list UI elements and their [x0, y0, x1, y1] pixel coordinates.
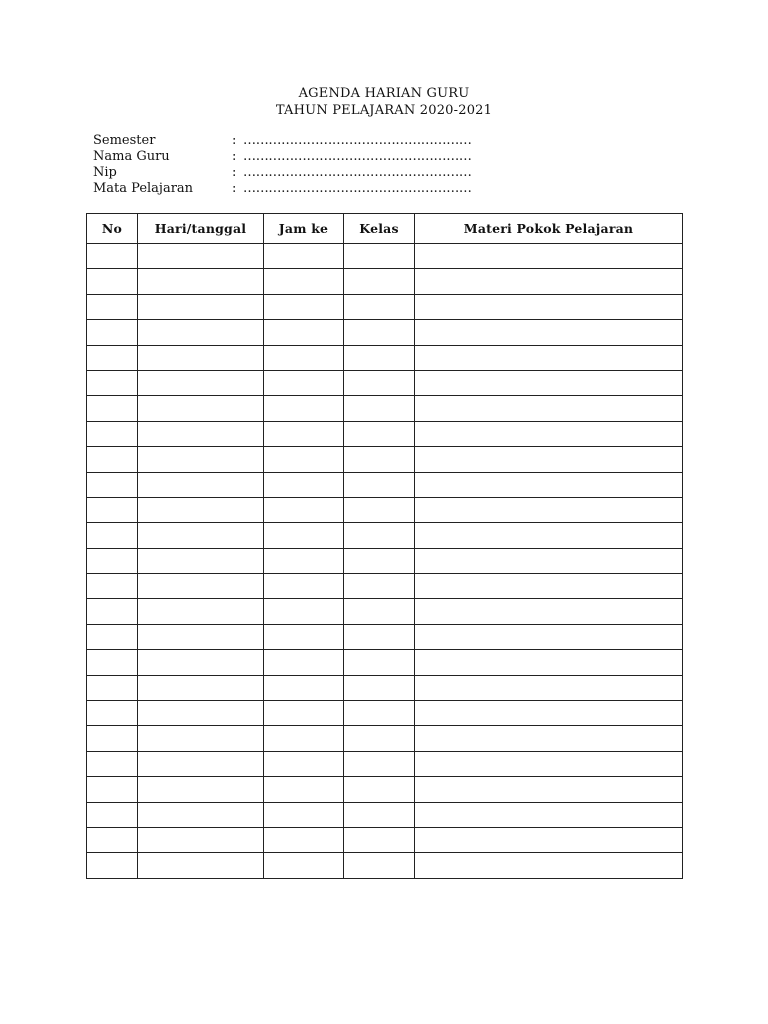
cell-no[interactable]: [87, 599, 138, 624]
cell-hari-tanggal[interactable]: [138, 701, 264, 726]
cell-hari-tanggal[interactable]: [138, 345, 264, 370]
table-row: [87, 624, 683, 649]
cell-no[interactable]: [87, 497, 138, 522]
table-row: [87, 294, 683, 319]
cell-jam-ke[interactable]: [264, 320, 344, 345]
table-row: [87, 751, 683, 776]
cell-hari-tanggal[interactable]: [138, 294, 264, 319]
cell-no[interactable]: [87, 421, 138, 446]
cell-kelas[interactable]: [344, 853, 415, 878]
table-row: [87, 701, 683, 726]
cell-kelas[interactable]: [344, 472, 415, 497]
info-label: Nip: [93, 165, 117, 180]
cell-no[interactable]: [87, 472, 138, 497]
document-title: AGENDA HARIAN GURU: [298, 86, 470, 101]
cell-hari-tanggal[interactable]: [138, 624, 264, 649]
cell-kelas[interactable]: [344, 802, 415, 827]
cell-no[interactable]: [87, 701, 138, 726]
cell-jam-ke[interactable]: [264, 701, 344, 726]
info-value-mata-pelajaran: ………………………………………………: [243, 181, 472, 196]
cell-no[interactable]: [87, 624, 138, 649]
column-header-jam-ke: Jam ke: [264, 214, 344, 244]
cell-no[interactable]: [87, 269, 138, 294]
cell-no[interactable]: [87, 827, 138, 852]
cell-no[interactable]: [87, 345, 138, 370]
cell-jam-ke[interactable]: [264, 802, 344, 827]
cell-hari-tanggal[interactable]: [138, 548, 264, 573]
cell-jam-ke[interactable]: [264, 548, 344, 573]
cell-kelas[interactable]: [344, 777, 415, 802]
cell-no[interactable]: [87, 675, 138, 700]
table-row: [87, 421, 683, 446]
cell-hari-tanggal[interactable]: [138, 751, 264, 776]
cell-materi[interactable]: [415, 701, 683, 726]
cell-materi[interactable]: [415, 269, 683, 294]
cell-kelas[interactable]: [344, 599, 415, 624]
cell-jam-ke[interactable]: [264, 726, 344, 751]
cell-jam-ke[interactable]: [264, 650, 344, 675]
cell-jam-ke[interactable]: [264, 574, 344, 599]
cell-kelas[interactable]: [344, 370, 415, 395]
cell-kelas[interactable]: [344, 447, 415, 472]
cell-materi[interactable]: [415, 599, 683, 624]
cell-no[interactable]: [87, 777, 138, 802]
column-header-materi: Materi Pokok Pelajaran: [415, 214, 683, 244]
cell-jam-ke[interactable]: [264, 523, 344, 548]
cell-no[interactable]: [87, 548, 138, 573]
cell-hari-tanggal[interactable]: [138, 726, 264, 751]
cell-hari-tanggal[interactable]: [138, 853, 264, 878]
column-header-kelas: Kelas: [344, 214, 415, 244]
cell-materi[interactable]: [415, 853, 683, 878]
cell-materi[interactable]: [415, 548, 683, 573]
cell-hari-tanggal[interactable]: [138, 497, 264, 522]
cell-materi[interactable]: [415, 624, 683, 649]
cell-kelas[interactable]: [344, 650, 415, 675]
cell-hari-tanggal[interactable]: [138, 827, 264, 852]
cell-hari-tanggal[interactable]: [138, 523, 264, 548]
cell-hari-tanggal[interactable]: [138, 802, 264, 827]
cell-jam-ke[interactable]: [264, 370, 344, 395]
table-row: [87, 853, 683, 878]
cell-no[interactable]: [87, 853, 138, 878]
cell-materi[interactable]: [415, 472, 683, 497]
cell-materi[interactable]: [415, 421, 683, 446]
cell-hari-tanggal[interactable]: [138, 675, 264, 700]
cell-kelas[interactable]: [344, 726, 415, 751]
cell-kelas[interactable]: [344, 675, 415, 700]
cell-no[interactable]: [87, 244, 138, 269]
cell-materi[interactable]: [415, 320, 683, 345]
cell-no[interactable]: [87, 650, 138, 675]
cell-materi[interactable]: [415, 777, 683, 802]
cell-kelas[interactable]: [344, 574, 415, 599]
table-row: [87, 345, 683, 370]
cell-no[interactable]: [87, 574, 138, 599]
cell-no[interactable]: [87, 726, 138, 751]
cell-jam-ke[interactable]: [264, 751, 344, 776]
cell-kelas[interactable]: [344, 701, 415, 726]
cell-materi[interactable]: [415, 751, 683, 776]
cell-hari-tanggal[interactable]: [138, 650, 264, 675]
cell-jam-ke[interactable]: [264, 853, 344, 878]
cell-kelas[interactable]: [344, 294, 415, 319]
cell-no[interactable]: [87, 751, 138, 776]
table-header-row: [87, 214, 683, 244]
table-row: [87, 675, 683, 700]
column-header-hari-tanggal: Hari/tanggal: [138, 214, 264, 244]
cell-hari-tanggal[interactable]: [138, 269, 264, 294]
table-row: [87, 244, 683, 269]
cell-jam-ke[interactable]: [264, 827, 344, 852]
table-row: [87, 599, 683, 624]
cell-materi[interactable]: [415, 574, 683, 599]
cell-kelas[interactable]: [344, 523, 415, 548]
cell-kelas[interactable]: [344, 751, 415, 776]
cell-jam-ke[interactable]: [264, 675, 344, 700]
table-row: [87, 447, 683, 472]
cell-no[interactable]: [87, 320, 138, 345]
cell-jam-ke[interactable]: [264, 624, 344, 649]
table-row: [87, 269, 683, 294]
info-label: Mata Pelajaran: [93, 181, 194, 196]
cell-kelas[interactable]: [344, 320, 415, 345]
cell-jam-ke[interactable]: [264, 269, 344, 294]
info-label: Nama Guru: [93, 149, 170, 164]
info-separator: :: [232, 181, 237, 196]
info-value-semester: ………………………………………………: [243, 133, 472, 148]
cell-materi[interactable]: [415, 650, 683, 675]
cell-jam-ke[interactable]: [264, 244, 344, 269]
agenda-table: [86, 213, 683, 879]
cell-materi[interactable]: [415, 447, 683, 472]
cell-materi[interactable]: [415, 497, 683, 522]
info-value-nip: ………………………………………………: [243, 165, 472, 180]
cell-hari-tanggal[interactable]: [138, 370, 264, 395]
cell-jam-ke[interactable]: [264, 421, 344, 446]
cell-jam-ke[interactable]: [264, 294, 344, 319]
cell-kelas[interactable]: [344, 396, 415, 421]
info-separator: :: [232, 133, 237, 148]
cell-materi[interactable]: [415, 396, 683, 421]
table-row: [87, 726, 683, 751]
document-subtitle: TAHUN PELAJARAN 2020-2021: [275, 103, 493, 118]
table-row: [87, 827, 683, 852]
cell-hari-tanggal[interactable]: [138, 599, 264, 624]
cell-materi[interactable]: [415, 294, 683, 319]
cell-jam-ke[interactable]: [264, 777, 344, 802]
table-body: [87, 244, 683, 879]
cell-hari-tanggal[interactable]: [138, 777, 264, 802]
cell-kelas[interactable]: [344, 421, 415, 446]
table-row: [87, 548, 683, 573]
info-separator: :: [232, 165, 237, 180]
cell-hari-tanggal[interactable]: [138, 244, 264, 269]
cell-hari-tanggal[interactable]: [138, 574, 264, 599]
column-header-no: No: [87, 214, 138, 244]
cell-jam-ke[interactable]: [264, 599, 344, 624]
table-row: [87, 574, 683, 599]
table-row: [87, 650, 683, 675]
cell-materi[interactable]: [415, 675, 683, 700]
table-row: [87, 370, 683, 395]
cell-hari-tanggal[interactable]: [138, 320, 264, 345]
info-separator: :: [232, 149, 237, 164]
cell-materi[interactable]: [415, 726, 683, 751]
cell-kelas[interactable]: [344, 269, 415, 294]
table-row: [87, 802, 683, 827]
table-row: [87, 396, 683, 421]
cell-materi[interactable]: [415, 345, 683, 370]
cell-jam-ke[interactable]: [264, 497, 344, 522]
cell-materi[interactable]: [415, 370, 683, 395]
table-row: [87, 523, 683, 548]
info-label: Semester: [93, 133, 156, 148]
cell-kelas[interactable]: [344, 548, 415, 573]
cell-hari-tanggal[interactable]: [138, 421, 264, 446]
cell-no[interactable]: [87, 370, 138, 395]
cell-jam-ke[interactable]: [264, 447, 344, 472]
cell-no[interactable]: [87, 294, 138, 319]
cell-hari-tanggal[interactable]: [138, 447, 264, 472]
cell-hari-tanggal[interactable]: [138, 472, 264, 497]
table-row: [87, 777, 683, 802]
cell-kelas[interactable]: [344, 827, 415, 852]
cell-no[interactable]: [87, 447, 138, 472]
table-row: [87, 472, 683, 497]
cell-jam-ke[interactable]: [264, 396, 344, 421]
info-value-nama-guru: ………………………………………………: [243, 149, 472, 164]
cell-no[interactable]: [87, 396, 138, 421]
cell-materi[interactable]: [415, 802, 683, 827]
cell-materi[interactable]: [415, 244, 683, 269]
cell-materi[interactable]: [415, 523, 683, 548]
cell-no[interactable]: [87, 802, 138, 827]
cell-jam-ke[interactable]: [264, 472, 344, 497]
cell-no[interactable]: [87, 523, 138, 548]
table-row: [87, 497, 683, 522]
cell-jam-ke[interactable]: [264, 345, 344, 370]
cell-kelas[interactable]: [344, 624, 415, 649]
table-row: [87, 320, 683, 345]
cell-materi[interactable]: [415, 827, 683, 852]
cell-kelas[interactable]: [344, 497, 415, 522]
cell-kelas[interactable]: [344, 244, 415, 269]
cell-hari-tanggal[interactable]: [138, 396, 264, 421]
cell-kelas[interactable]: [344, 345, 415, 370]
